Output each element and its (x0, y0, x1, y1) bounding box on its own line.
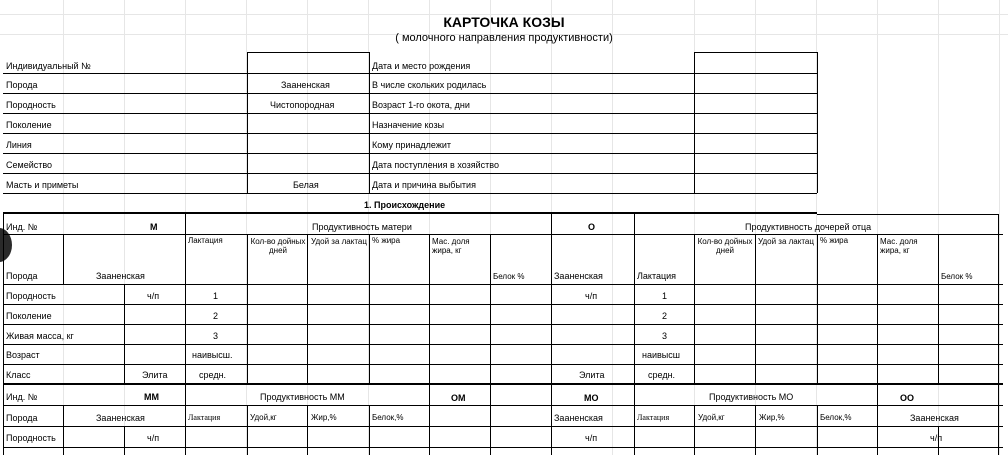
hdr-yield-mo: Удой,кг (698, 413, 725, 422)
lactation-1-mother: 1 (213, 291, 219, 301)
average-mother: средн. (199, 370, 227, 380)
label-family: Семейство (6, 160, 53, 170)
label-mother-m: М (150, 222, 158, 232)
label-live-weight: Живая масса, кг (6, 331, 74, 341)
hdr-lactation-mm: Лактация (188, 413, 221, 422)
label-breed-grand: Порода (6, 413, 38, 423)
label-purity-grand: Породность (6, 433, 56, 443)
label-color: Масть и приметы (6, 180, 79, 190)
highest-mother: наивысш. (192, 350, 233, 360)
hdr-fat-mass-mother: Мас. доля жира, кг (432, 237, 470, 255)
label-mo-productivity: Продуктивность МО (709, 392, 794, 402)
hdr-yield-daughters: Удой за лактац (758, 237, 814, 246)
label-owner: Кому принадлежит (372, 140, 451, 150)
label-purity-pedigree: Породность (6, 291, 56, 301)
label-mm-productivity: Продуктивность ММ (260, 392, 345, 402)
label-mm: ММ (144, 392, 159, 402)
label-breed-pedigree: Порода (6, 271, 38, 281)
label-line: Линия (6, 140, 32, 150)
hdr-lactation-mo: Лактация (637, 413, 670, 422)
lactation-1-daughters: 1 (662, 291, 668, 301)
value-purity-mo[interactable]: ч/п (585, 433, 598, 443)
hdr-protein-mm: Белок,% (372, 413, 404, 422)
hdr-fat-mass-daughters: Мас. доля жира, кг (880, 237, 918, 255)
value-class-father[interactable]: Элита (579, 370, 605, 380)
label-breed: Порода (6, 80, 38, 90)
hdr-fat-pct-daughters: % жира (820, 236, 849, 245)
lactation-2-mother: 2 (213, 311, 219, 321)
average-daughters: средн. (648, 370, 676, 380)
section-origin-heading: 1. Происхождение (364, 200, 446, 210)
label-mother-productivity: Продуктивность матери (312, 222, 412, 232)
label-class: Класс (6, 370, 31, 380)
hdr-yield-mother: Удой за лактац (311, 237, 367, 246)
value-class-mother[interactable]: Элита (142, 370, 168, 380)
value-purity-mm[interactable]: ч/п (147, 433, 160, 443)
value-breed-mo[interactable]: Зааненская (554, 413, 603, 423)
label-om: ОМ (451, 393, 466, 403)
hdr-milking-days-daughters: Кол-во дойных дней (697, 237, 753, 255)
value-purity-mother[interactable]: ч/п (147, 291, 160, 301)
lactation-3-daughters: 3 (662, 331, 668, 341)
hdr-milking-days-mother: Кол-во дойных дней (250, 237, 306, 255)
lactation-2-daughters: 2 (662, 311, 668, 321)
label-age: Возраст (6, 350, 40, 360)
value-color[interactable]: Белая (293, 180, 319, 190)
lactation-3-mother: 3 (213, 331, 219, 341)
hdr-fat-pct-mother: % жира (372, 236, 401, 245)
value-purity-oo[interactable]: ч/п (930, 433, 943, 443)
label-purity: Породность (6, 100, 56, 110)
hdr-protein-mother: Белок % (493, 272, 525, 281)
label-daughters-productivity: Продуктивность дочерей отца (745, 222, 872, 232)
hdr-yield-mm: Удой,кг (250, 413, 277, 422)
label-birth: Дата и место рождения (372, 61, 471, 71)
label-departure: Дата и причина выбытия (372, 180, 476, 190)
label-father-o: О (588, 222, 596, 232)
label-mo: МО (584, 393, 599, 403)
label-litter: В числе скольких родилась (372, 80, 487, 90)
label-generation: Поколение (6, 120, 52, 130)
hdr-fat-mm: Жир,% (311, 413, 337, 422)
label-generation-pedigree: Поколение (6, 311, 52, 321)
value-breed-father[interactable]: Зааненская (554, 271, 603, 281)
hdr-protein-daughters: Белок % (941, 272, 973, 281)
highest-daughters: наивысш (642, 350, 680, 360)
label-arrival: Дата поступления в хозяйство (372, 160, 499, 170)
hdr-protein-mo: Белок,% (820, 413, 852, 422)
value-purity-father[interactable]: ч/п (585, 291, 598, 301)
label-id-number-grand: Инд. № (6, 392, 38, 402)
label-individual-number: Индивидуальный № (6, 61, 91, 71)
hdr-fat-mo: Жир,% (759, 413, 785, 422)
card-subtitle: ( молочного направления продуктивности) (395, 32, 613, 44)
label-id-number: Инд. № (6, 222, 38, 232)
value-breed-oo[interactable]: Зааненская (910, 413, 959, 423)
hdr-lactation-daughters: Лактация (637, 271, 677, 281)
label-oo: ОО (900, 393, 915, 403)
value-purity[interactable]: Чистопородная (270, 100, 335, 110)
card-title: КАРТОЧКА КОЗЫ (443, 14, 565, 30)
value-breed[interactable]: Зааненская (281, 80, 330, 90)
hdr-lactation-mother: Лактация (188, 236, 223, 245)
label-purpose: Назначение козы (372, 120, 445, 130)
label-age-first-kidding: Возраст 1-го окота, дни (372, 100, 470, 110)
value-breed-mm[interactable]: Зааненская (96, 413, 145, 423)
value-breed-mother[interactable]: Зааненская (96, 271, 145, 281)
